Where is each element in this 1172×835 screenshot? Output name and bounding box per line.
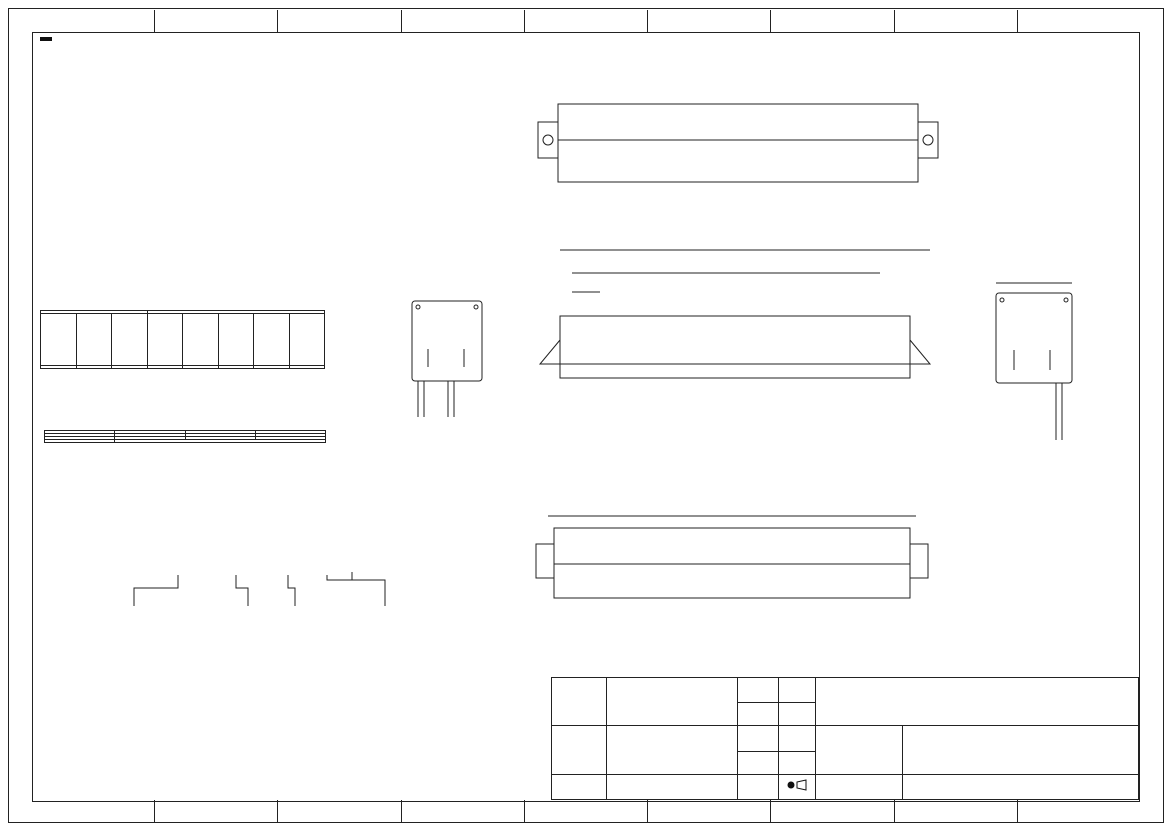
side-view-left [408, 297, 488, 421]
tolerance-value [289, 366, 325, 369]
top-view-ear-right [918, 122, 938, 158]
zone-label [1018, 800, 1140, 822]
tb-part-no-label [816, 726, 903, 774]
tolerance-value [112, 366, 148, 369]
tb-company-cell [816, 678, 1139, 726]
tolerance-col-header [147, 314, 183, 366]
tolerance-col-header [76, 314, 112, 366]
tb-draw-label [552, 678, 607, 726]
tb-draw-value [607, 678, 738, 726]
bottom-ear-right [910, 544, 928, 578]
tb-size-value [779, 726, 816, 751]
tolerance-value [218, 366, 254, 369]
tb-scale-label [738, 678, 779, 703]
zone-label [32, 10, 155, 32]
iec-table [44, 430, 326, 443]
zone-label [402, 10, 525, 32]
front-view-body [560, 316, 910, 364]
tb-check-value [607, 726, 738, 774]
tolerance-col-header [112, 314, 148, 366]
zone-ruler-bottom [32, 800, 1140, 822]
zone-label [525, 10, 648, 32]
top-view-ear-hole-right [923, 135, 933, 145]
bottom-view-drawing [530, 510, 960, 605]
leader-color [288, 575, 295, 606]
zone-label [771, 800, 894, 822]
tb-approve-label [552, 774, 607, 799]
top-view-ear-hole-left [543, 135, 553, 145]
projection-icon [779, 774, 816, 799]
tolerance-col-header [183, 314, 219, 366]
zone-label [155, 800, 278, 822]
tb-title-label [816, 774, 903, 799]
side-left-body [412, 301, 482, 381]
ordering-leader-lines [120, 572, 420, 612]
leader-packing [327, 572, 385, 606]
side-left-hole [474, 305, 478, 309]
side-view-right [990, 275, 1080, 450]
bottom-view-body [554, 528, 910, 598]
zone-label [771, 10, 894, 32]
tb-approve-value [607, 774, 738, 799]
leader-pins [236, 575, 248, 606]
zone-ruler-top [32, 10, 1140, 32]
title-block [551, 677, 1139, 800]
tb-check-label [552, 726, 607, 774]
tb-size-label [738, 726, 779, 751]
side-view-hole-right [1064, 298, 1068, 302]
iec-label [45, 440, 115, 443]
leader-pitch [134, 575, 178, 606]
front-view-ear-right [910, 340, 930, 364]
zone-label [278, 800, 401, 822]
front-view-drawing [530, 240, 945, 460]
side-view-body [996, 293, 1072, 383]
tolerance-col-header [41, 314, 77, 366]
front-view-ear-left [540, 340, 560, 364]
tolerance-col-header [218, 314, 254, 366]
side-left-hole [416, 305, 420, 309]
tb-proj-label [738, 774, 779, 799]
tolerance-table [40, 310, 325, 369]
hsf-mark [40, 37, 52, 41]
tolerance-value [76, 366, 112, 369]
front-view-foot [560, 364, 910, 378]
zone-label [895, 800, 1018, 822]
zone-label [155, 10, 278, 32]
zone-label [402, 800, 525, 822]
zone-label [648, 800, 771, 822]
tolerance-col-header [254, 314, 290, 366]
zone-label [525, 800, 648, 822]
tb-scale-value [779, 678, 816, 703]
tb-sheet-label [738, 751, 779, 774]
tolerance-value [41, 366, 77, 369]
iec-value [115, 440, 326, 443]
tb-part-no-value [903, 726, 1139, 774]
tb-unit-value [779, 703, 816, 726]
tolerance-value [254, 366, 290, 369]
tb-title-value [903, 774, 1139, 799]
zone-label [278, 10, 401, 32]
zone-label [648, 10, 771, 32]
tolerance-value [147, 366, 183, 369]
top-view-body [558, 104, 918, 182]
zone-label [895, 10, 1018, 32]
top-view-ear-left [538, 122, 558, 158]
tolerance-value [183, 366, 219, 369]
zone-label [32, 800, 155, 822]
zone-label [1018, 10, 1140, 32]
top-view-drawing [530, 100, 960, 185]
bottom-ear-left [536, 544, 554, 578]
side-view-hole-left [1000, 298, 1004, 302]
tb-sheet-value [779, 751, 816, 774]
tolerance-col-header [289, 314, 325, 366]
tb-unit-label [738, 703, 779, 726]
